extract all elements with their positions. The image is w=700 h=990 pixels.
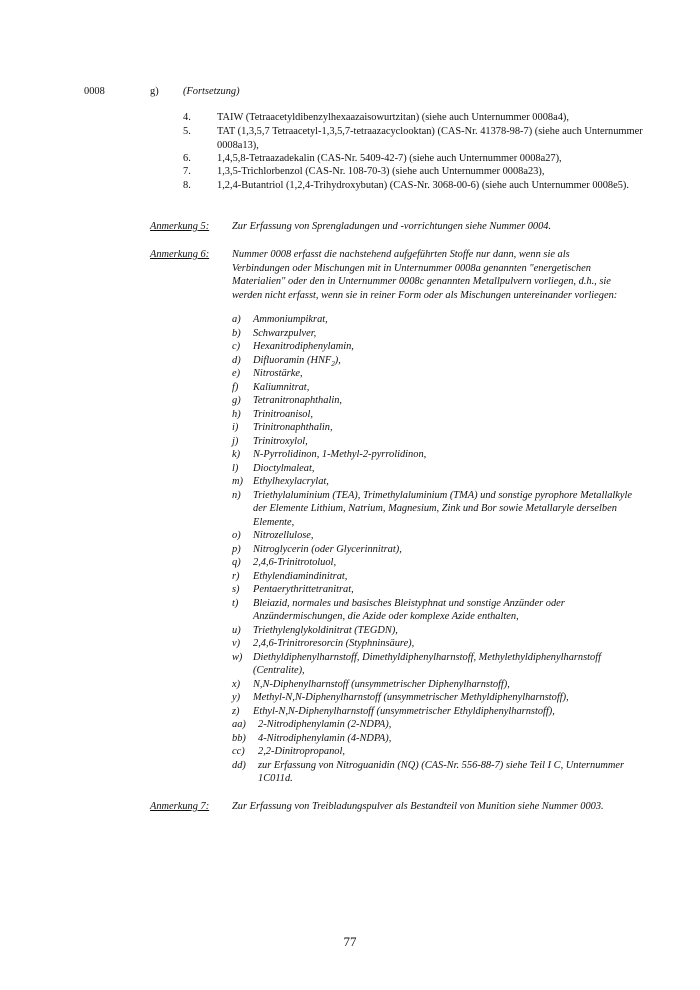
list-text: Difluoramin (HNF: [253, 354, 332, 366]
list-item: [232, 570, 642, 584]
list-text: 2,4,6-Trinitrotoluol,: [253, 557, 337, 568]
list-text: 2,2-Dinitropropanol,: [258, 746, 345, 757]
list-letter: b): [232, 327, 241, 339]
list-letter: w): [232, 651, 243, 663]
list-item: [232, 759, 642, 786]
list-text: 2-Nitrodiphenylamin (2-NDPA),: [258, 719, 392, 730]
item-text: 1,3,5-Trichlorbenzol (CAS-Nr. 108-70-3) (siehe auch Unternummer 0008a23),: [217, 166, 545, 177]
item-text: TAIW (Tetraacetyldibenzylhexaazaisowurtzitan) (siehe auch Unternummer 0008a4),: [217, 112, 569, 123]
list-text: Tetranitronaphthalin,: [253, 395, 343, 406]
list-letter: f): [232, 381, 239, 393]
list-letter: y): [232, 692, 241, 703]
list-item: [232, 718, 642, 732]
list-item: [232, 489, 642, 530]
entry-number: 0008: [84, 86, 105, 97]
list-item: [232, 732, 642, 746]
list-letter: dd): [232, 759, 246, 771]
list-letter: v): [232, 638, 241, 649]
item-number: 8.: [183, 180, 191, 191]
list-letter: bb): [232, 732, 246, 744]
page-number: 77: [343, 934, 357, 949]
list-item: [232, 556, 642, 570]
note-6-label: Anmerkung 6:: [150, 249, 210, 260]
list-text-tail: ),: [334, 354, 341, 366]
note-5-label: Anmerkung 5:: [150, 221, 210, 232]
list-letter: k): [232, 449, 241, 460]
list-letter: e): [232, 368, 241, 379]
note-6-intro: Nummer 0008 erfasst die nachstehend aufgeführten Stoffe nur dann, wenn sie als Verbindungen oder Mischungen mit in Unternummer 0008a genannten "energetischen Materialien" oder den in Unternummer 0008c genannten Metallpulvern vorliegen, d.h., sie werden nicht erfasst, wenn sie in reiner Form oder als Mischungen untereinander vorliegen:: [232, 249, 618, 301]
list-letter: a): [232, 314, 241, 325]
list-item: [232, 543, 642, 557]
list-item: [232, 651, 642, 678]
item-text: 1,2,4-Butantriol (1,2,4-Trihydroxybutan) (CAS-Nr. 3068-00-6) (siehe auch Unternummer 0008e5).: [217, 180, 629, 191]
note-5-text: Zur Erfassung von Sprengladungen und -vorrichtungen siehe Nummer 0004.: [232, 221, 552, 232]
list-text: Trinitroxylol,: [253, 435, 308, 447]
list-item: [232, 381, 642, 395]
continuation-label: (Fortsetzung): [183, 86, 240, 97]
list-text: Ethyl-N,N-Diphenylharnstoff (unsymmetrischer Ethyldiphenylharnstoff),: [253, 705, 555, 717]
list-text: 4-Nitrodiphenylamin (4-NDPA),: [258, 732, 392, 744]
list-text: Trinitronaphthalin,: [253, 422, 333, 433]
list-letter: c): [232, 341, 241, 352]
list-item: [232, 448, 642, 462]
list-letter: aa): [232, 719, 246, 730]
list-text: Ethylendiamindinitrat,: [253, 570, 348, 582]
list-item: [232, 705, 642, 719]
list-item: [232, 529, 642, 543]
list-letter: x): [232, 678, 241, 690]
list-text: 2,4,6-Trinitroresorcin (Styphninsäure),: [253, 638, 415, 649]
list-letter: j): [232, 435, 239, 447]
list-letter: cc): [232, 746, 245, 757]
list-item: [232, 394, 642, 408]
list-item: [232, 327, 642, 341]
item-number: 6.: [183, 153, 191, 164]
list-letter: l): [232, 462, 239, 474]
list-text: Diethyldiphenylharnstoff, Dimethyldiphenylharnstoff, Methylethyldiphenylharnstoff (Centralite),: [253, 651, 602, 676]
list-item: [232, 367, 642, 381]
subentry-letter: g): [150, 86, 159, 97]
list-item: [232, 462, 642, 476]
list-letter: d): [232, 354, 241, 366]
list-item: [232, 745, 642, 759]
list-text: Dioctylmaleat,: [253, 462, 315, 474]
list-text: Triethylaluminium (TEA), Trimethylaluminium (TMA) und sonstige pyrophore Metallalkyle der Elemente Lithium, Natrium, Magnesium, Zink und Bor sowie Metallaryle derselben Elemente,: [253, 489, 633, 528]
list-item: [232, 583, 642, 597]
list-item: [232, 475, 642, 489]
list-item: [232, 340, 642, 354]
list-text: Nitrozellulose,: [253, 530, 314, 541]
list-item: [232, 678, 642, 692]
list-text: N-Pyrrolidinon, 1-Methyl-2-pyrrolidinon,: [253, 449, 427, 460]
list-text: Hexanitrodiphenylamin,: [253, 341, 354, 352]
list-letter: p): [232, 543, 241, 555]
list-item: [232, 408, 642, 422]
list-text: Ammoniumpikrat,: [253, 314, 328, 325]
list-letter: g): [232, 395, 241, 406]
list-letter: i): [232, 422, 239, 433]
subscript: 2: [331, 359, 335, 368]
list-text: N,N-Diphenylharnstoff (unsymmetrischer Diphenylharnstoff),: [253, 678, 510, 690]
list-text: Nitrostärke,: [253, 368, 303, 379]
list-item: [232, 313, 642, 327]
item-text: 1,4,5,8-Tetraazadekalin (CAS-Nr. 5409-42-7) (siehe auch Unternummer 0008a27),: [217, 153, 562, 164]
list-item: [232, 421, 642, 435]
list-text: Nitroglycerin (oder Glycerinnitrat),: [253, 543, 402, 555]
note-7-text: Zur Erfassung von Treibladungspulver als Bestandteil von Munition siehe Nummer 0003.: [232, 801, 604, 812]
list-text: Ethylhexylacrylat,: [253, 476, 329, 487]
list-text: Pentaerythrittetranitrat,: [253, 584, 354, 595]
item-number: 7.: [183, 166, 191, 177]
list-text: Kaliumnitrat,: [253, 381, 310, 393]
list-letter: r): [232, 570, 240, 582]
substance-list: [232, 313, 642, 786]
list-letter: s): [232, 584, 240, 595]
list-item: [232, 435, 642, 449]
list-item: [232, 597, 642, 624]
list-letter: z): [232, 705, 240, 717]
list-text: Methyl-N,N-Diphenylharnstoff (unsymmetrischer Methyldiphenylharnstoff),: [253, 692, 569, 703]
list-letter: n): [232, 489, 241, 501]
list-text: Schwarzpulver,: [253, 327, 317, 339]
list-item: [232, 354, 642, 368]
note-7-label: Anmerkung 7:: [150, 801, 210, 812]
item-number: 4.: [183, 112, 191, 123]
list-item: [232, 624, 642, 638]
list-letter: o): [232, 530, 241, 541]
list-letter: u): [232, 624, 241, 636]
list-item: [232, 691, 642, 705]
list-letter: q): [232, 557, 241, 568]
item-number: 5.: [183, 126, 191, 137]
list-text: zur Erfassung von Nitroguanidin (NQ) (CAS-Nr. 556-88-7) siehe Teil I C, Unternummer 1C011d.: [258, 759, 625, 784]
list-text: Bleiazid, normales und basisches Bleistyphnat und sonstige Anzünder oder Anzündermischungen, die Azide oder komplexe Azide enthalten,: [253, 597, 565, 622]
list-item: [232, 637, 642, 651]
list-letter: h): [232, 408, 241, 420]
list-text: Triethylenglykoldinitrat (TEGDN),: [253, 624, 398, 636]
list-letter: m): [232, 476, 243, 487]
list-text: Trinitroanisol,: [253, 408, 313, 420]
item-text: TAT (1,3,5,7 Tetraacetyl-1,3,5,7-tetraazacyclooktan) (CAS-Nr. 41378-98-7) (siehe auch Unternummer 0008a13),: [217, 126, 643, 151]
list-letter: t): [232, 597, 239, 609]
